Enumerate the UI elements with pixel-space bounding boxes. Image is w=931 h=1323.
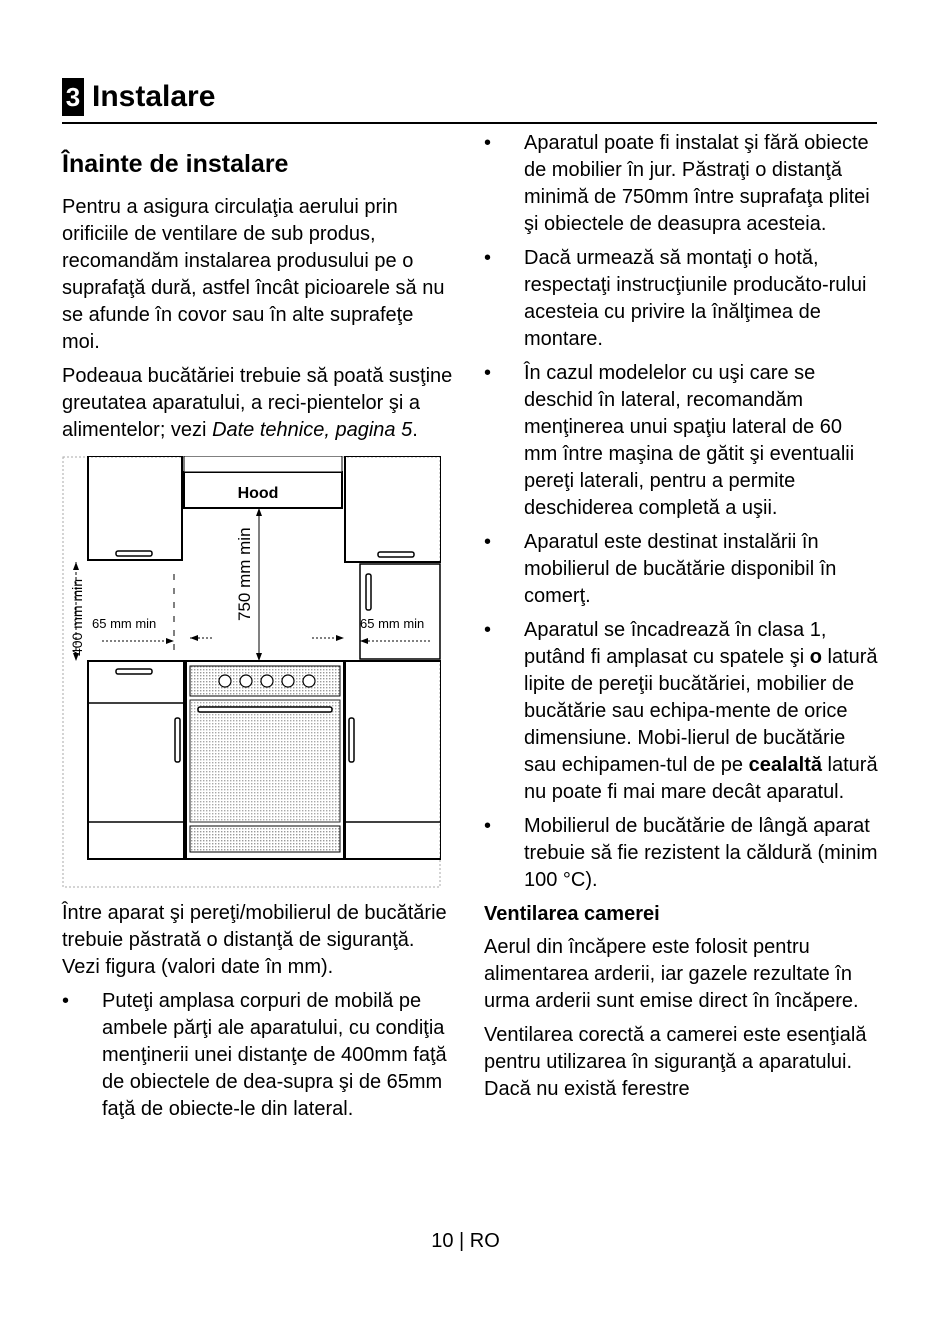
lower-cabinet-right: [345, 661, 441, 859]
section-heading: Înainte de instalare: [62, 150, 289, 178]
paragraph-safety-distance: Între aparat şi pereţi/mobilierul de bucătărie trebuie păstrată o distanţă de siguranţă. Vezi figura (valori date în mm).: [62, 902, 447, 978]
cooker-drawer: [190, 826, 340, 852]
ventilation-heading: Ventilarea camerei: [484, 903, 660, 925]
technical-data-reference: Date tehnice, pagina 5: [212, 419, 413, 441]
chapter-header: [62, 78, 215, 116]
dim-65-left-inner-arrow: [190, 635, 198, 641]
left-column: [62, 140, 454, 1130]
dim-65-left-arrow: [166, 638, 174, 644]
lower-cabinet-right-door-handle: [349, 718, 354, 762]
dim-65-right-arrow: [360, 638, 368, 644]
chapter-number: 3: [62, 78, 84, 116]
chapter-title: Instalare: [92, 80, 216, 113]
side-panel-handle: [366, 574, 371, 610]
dim-750-label: 750 mm min: [235, 527, 254, 621]
paragraph-room-air: Aerul din încăpere este folosit pentru alimentarea arderii, iar gazele rezultate în urma arderii sunt emise direct în încăpere.: [484, 936, 859, 1012]
lower-cabinet-left-drawer-handle: [116, 669, 152, 674]
left-bullets: [62, 988, 454, 1123]
bullet-class-1-bold-o: o: [809, 646, 822, 668]
paragraph-air-circulation: Pentru a asigura circulaţia aerului prin orificiile de ventilare de sub produs, recomandăm instalarea produsului pe o suprafaţă dură, astfel încât picioarele să nu se afunde în covor sau în alte suprafeţe moi.: [62, 196, 445, 353]
right-column: [484, 130, 879, 1110]
upper-cabinet-left-handle: [116, 551, 152, 556]
bullet-class-1-part-b: latură lipite de pereţii bucătăriei, mobilier de bucătărie sau echipa-mente de orice dimensiune. Mobi-lierul de bucătărie sau echipamen-tul de pe: [524, 646, 878, 776]
bullet-heat-resistant: • Mobilierul de bucătărie de lângă aparat trebuie să fie rezistent la căldură (minim 100 °C).: [484, 813, 879, 894]
dim-65-left-label: 65 mm min: [92, 616, 157, 631]
dim-65-right-inner-arrow: [336, 635, 344, 641]
side-wall-panel: [360, 564, 440, 659]
paragraph-floor-text: Podeaua bucătăriei trebuie să poată susţine greutatea aparatului, a reci-pientelor şi a alimentelor; vezi: [62, 365, 453, 441]
oven-door: [190, 700, 340, 822]
dim-65-right-label: 65 mm min: [360, 616, 425, 631]
dim-750-arrow-top: [256, 508, 262, 516]
dim-750-arrow-bottom: [256, 653, 262, 661]
bullet-no-furniture: • Aparatul poate fi instalat şi fără obiecte de mobilier în jur. Păstraţi o distanţă minimă de 750mm între suprafaţa plitei şi obiectele de deasupra acesteia.: [484, 130, 879, 238]
bullet-class-1: [484, 617, 879, 806]
dim-400-arrow-top: [73, 562, 79, 570]
right-bullets: [484, 130, 879, 894]
bullet-class-1-part-c: latură nu poate fi mai mare decât aparatul.: [524, 754, 878, 803]
lower-cabinet-left-door-handle: [175, 718, 180, 762]
upper-cabinet-right: [345, 456, 441, 562]
hood-label: Hood: [237, 485, 279, 502]
bullet-class-1-part-a: Aparatul se încadrează în clasa 1, putând fi amplasat cu spatele şi: [524, 619, 827, 668]
upper-cabinet-left: [88, 456, 182, 560]
lower-cabinet-left: [88, 661, 184, 859]
dim-400-label: 400 mm min: [69, 578, 85, 656]
bullet-hood: • Dacă urmează să montaţi o hotă, respectaţi instrucţiunile producăto-rului acesteia cu privire la înălţimea de montare.: [484, 245, 879, 353]
installation-diagram-svg: [62, 456, 441, 888]
paragraph-floor-end: .: [412, 419, 418, 441]
installation-diagram: [62, 456, 441, 888]
hood-duct: [184, 456, 342, 472]
paragraph-ventilation: Ventilarea corectă a camerei este esenţială pentru utilizarea în siguranţă a aparatului. Dacă nu există ferestre: [484, 1024, 867, 1100]
header-rule: [62, 122, 877, 124]
bullet-class-1-bold-other: cealaltă: [748, 754, 822, 776]
oven-door-handle-front: [198, 707, 332, 712]
bullet-side-doors: • În cazul modelelor cu uşi care se deschid în lateral, recomandăm menţinerea unui spaţiu lateral de 60 mm între maşina de gătit şi eventualii pereţi laterali, pentru a permite deschiderea completă a uşii.: [484, 360, 879, 522]
bullet-furniture-fit: • Aparatul este destinat instalării în mobilierul de bucătărie disponibil în comerţ.: [484, 529, 879, 610]
bullet-distances: • Puteţi amplasa corpuri de mobilă pe ambele părţi ale aparatului, cu condiţia menţinerii unei distanţe de 400mm faţă de obiectele de dea-supra şi de 65mm faţă de obiecte-le din lateral.: [62, 988, 454, 1123]
paragraph-floor: [62, 363, 454, 444]
page-footer: 10 | RO: [431, 1230, 500, 1252]
upper-cabinet-right-handle: [378, 552, 414, 557]
